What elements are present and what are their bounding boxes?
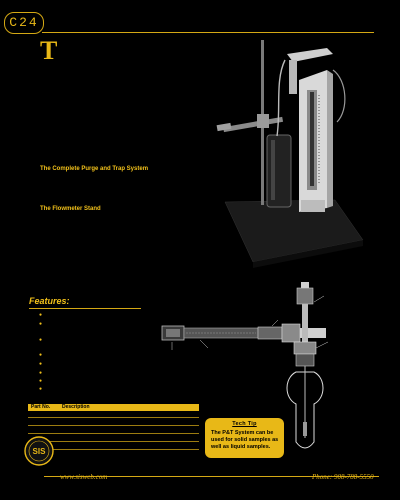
parts-table-header [28,404,199,411]
column-header-description: Description [62,404,90,410]
product-label-purge-trap: The Complete Purge and Trap System [40,166,149,172]
table-row [28,425,199,426]
feature-bullet: ● [39,361,43,367]
features-rule [29,308,141,309]
footer-url[interactable]: www.sisweb.com [60,473,108,481]
column-header-part-no: Part No. [31,404,51,410]
page-code: C24 [4,12,44,34]
header-rule [42,32,374,33]
footer-phone: Phone: 908-788-5550 [312,473,374,481]
table-row [28,417,199,418]
tech-tip-body: The P&T System can be used for solid samples as well as liquid samples. [211,430,279,450]
product-photo [215,40,365,270]
feature-bullet: ● [39,312,43,318]
table-row [28,433,199,434]
features-heading: Features: [29,296,70,306]
feature-bullet: ● [39,378,43,384]
feature-bullet: ● [39,386,43,392]
feature-bullet: ● [39,370,43,376]
feature-bullet: ● [39,352,43,358]
sparger-diagram [282,282,332,457]
feature-bullet: ● [39,321,43,327]
sis-logo [24,436,54,466]
feature-bullet: ● [39,337,43,343]
tech-tip-title: Tech Tip [232,421,257,427]
product-label-flowmeter: The Flowmeter Stand [40,206,101,212]
page-title-initial: T [40,36,58,65]
svg-text:SIS: SIS [32,447,46,456]
tech-tip-box [205,418,284,458]
